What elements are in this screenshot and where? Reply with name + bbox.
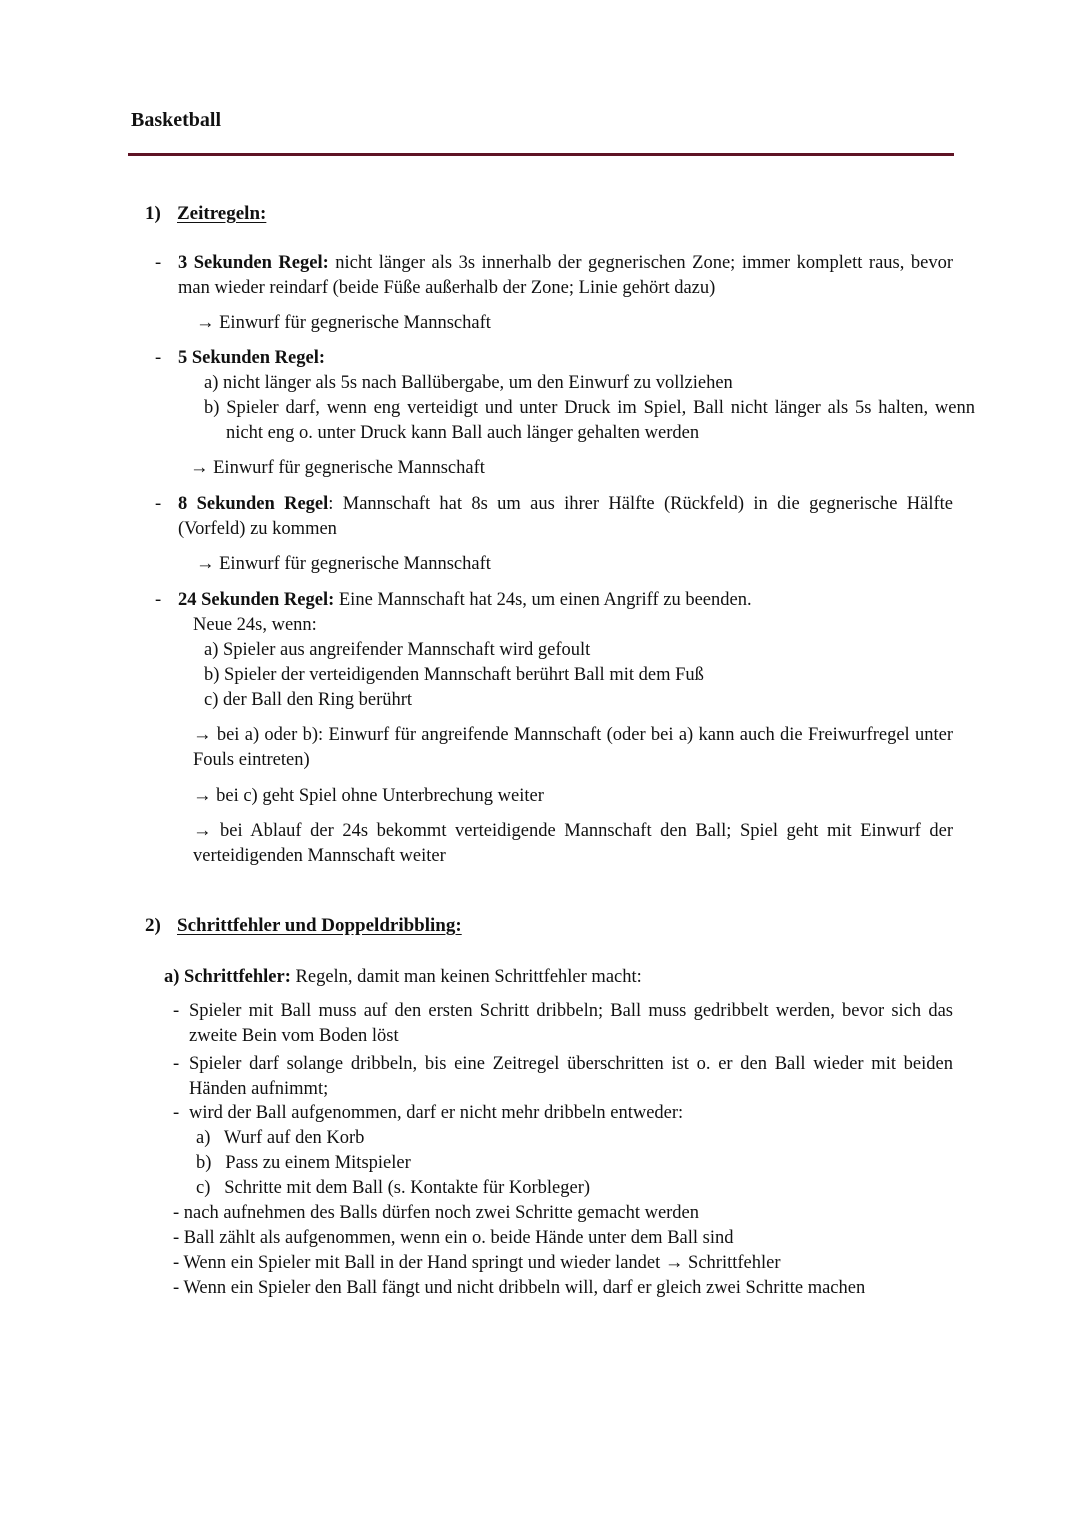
rule-text [178, 588, 953, 613]
title-divider [128, 153, 954, 156]
rule-label: 3 Sekunden Regel: [178, 253, 329, 273]
rule-description: Eine Mannschaft hat 24s, um einen Angriff zu beenden. [334, 590, 752, 610]
rule-text [178, 251, 953, 301]
list-dash: - [173, 1054, 180, 1074]
rule-24-option-a: a) Spieler aus angreifender Mannschaft wird gefoult [204, 640, 591, 660]
rule-5-result: → Einwurf für gegnerische Mannschaft [190, 458, 485, 478]
list-dash: - [155, 348, 162, 368]
rule-label: 8 Sekunden Regel [178, 494, 329, 514]
section-title: Zeitregeln: [177, 203, 267, 224]
list-dash: - [155, 253, 162, 273]
rule-description: : Mannschaft hat 8s um aus ihrer Hälfte (Rückfeld) in die gegnerische Hälfte (Vorfeld) zu kommen [178, 494, 953, 539]
rule-24-result-1: → bei a) oder b): Einwurf für angreifende Mannschaft (oder bei a) kann auch die Freiwurfregel unter Fouls eintreten) [193, 725, 953, 770]
list-dash: - [155, 494, 162, 514]
section-number: 2) [145, 915, 161, 936]
list-item-text: wird der Ball aufgenommen, darf er nicht mehr dribbeln entweder: [189, 1103, 684, 1123]
list-item [173, 1101, 953, 1126]
list-item: - Wenn ein Spieler den Ball fängt und nicht dribbeln will, darf er gleich zwei Schritte machen [173, 1278, 866, 1298]
rule-label: 5 Sekunden Regel: [178, 348, 325, 368]
list-dash: - [173, 1001, 180, 1021]
rule-description: nicht länger als 3s innerhalb der gegnerischen Zone; immer komplett raus, bevor man wieder reindarf (beide Füße außerhalb der Zone; Linie gehört dazu) [178, 253, 953, 298]
list-item [173, 1052, 953, 1102]
list-dash: - [173, 1103, 180, 1123]
rule-24-result-2: → bei c) geht Spiel ohne Unterbrechung weiter [193, 786, 544, 806]
option-b: b) Pass zu einem Mitspieler [196, 1153, 411, 1173]
list-item-text: Spieler darf solange dribbeln, bis eine Zeitregel überschritten ist o. er den Ball wieder mit beiden Händen aufnimmt; [189, 1054, 953, 1099]
subsection-schrittfehler [164, 965, 642, 990]
section-title: Schrittfehler und Doppeldribbling: [177, 915, 462, 936]
section-heading-schrittfehler [145, 915, 462, 937]
list-item: - Wenn ein Spieler mit Ball in der Hand springt und wieder landet → Schrittfehler [173, 1253, 781, 1273]
subsection-label: a) Schrittfehler: [164, 967, 291, 987]
rule-3-result: → Einwurf für gegnerische Mannschaft [196, 313, 491, 333]
rule-5-option-a: a) nicht länger als 5s nach Ballübergabe, um den Einwurf zu vollziehen [204, 373, 733, 393]
rule-8-result: → Einwurf für gegnerische Mannschaft [196, 554, 491, 574]
rule-24-intro: Neue 24s, wenn: [193, 615, 317, 635]
rule-5-seconds [155, 346, 953, 371]
list-item: - Ball zählt als aufgenommen, wenn ein o. beide Hände unter dem Ball sind [173, 1228, 734, 1248]
rule-3-seconds [155, 251, 953, 301]
list-dash: - [155, 590, 162, 610]
page-title: Basketball [131, 109, 222, 131]
subsection-text: Regeln, damit man keinen Schrittfehler macht: [290, 967, 642, 987]
rule-text [178, 492, 953, 542]
rule-5-option-b: b) Spieler darf, wenn eng verteidigt und unter Druck im Spiel, Ball nicht länger als 5s halten, wenn nicht eng o. unter Druck kann Ball auch länger gehalten werden [204, 398, 975, 443]
rule-8-seconds [155, 492, 953, 542]
section-number: 1) [145, 203, 161, 224]
option-a: a) Wurf auf den Korb [196, 1128, 365, 1148]
rule-24-option-b: b) Spieler der verteidigenden Mannschaft berührt Ball mit dem Fuß [204, 665, 704, 685]
option-c: c) Schritte mit dem Ball (s. Kontakte für Korbleger) [196, 1178, 591, 1198]
list-item: - nach aufnehmen des Balls dürfen noch zwei Schritte gemacht werden [173, 1203, 700, 1223]
section-heading-zeitregeln [145, 203, 266, 225]
rule-24-option-c: c) der Ball den Ring berührt [204, 690, 413, 710]
rule-24-result-3: → bei Ablauf der 24s bekommt verteidigende Mannschaft den Ball; Spiel geht mit Einwurf der verteidigenden Mannschaft weiter [193, 821, 953, 866]
rule-label: 24 Sekunden Regel: [178, 590, 335, 610]
list-item-text: Spieler mit Ball muss auf den ersten Schritt dribbeln; Ball muss gedribbelt werden, bevor sich das zweite Bein vom Boden löst [189, 1001, 953, 1046]
list-item [173, 999, 953, 1049]
rule-24-seconds [155, 588, 953, 613]
